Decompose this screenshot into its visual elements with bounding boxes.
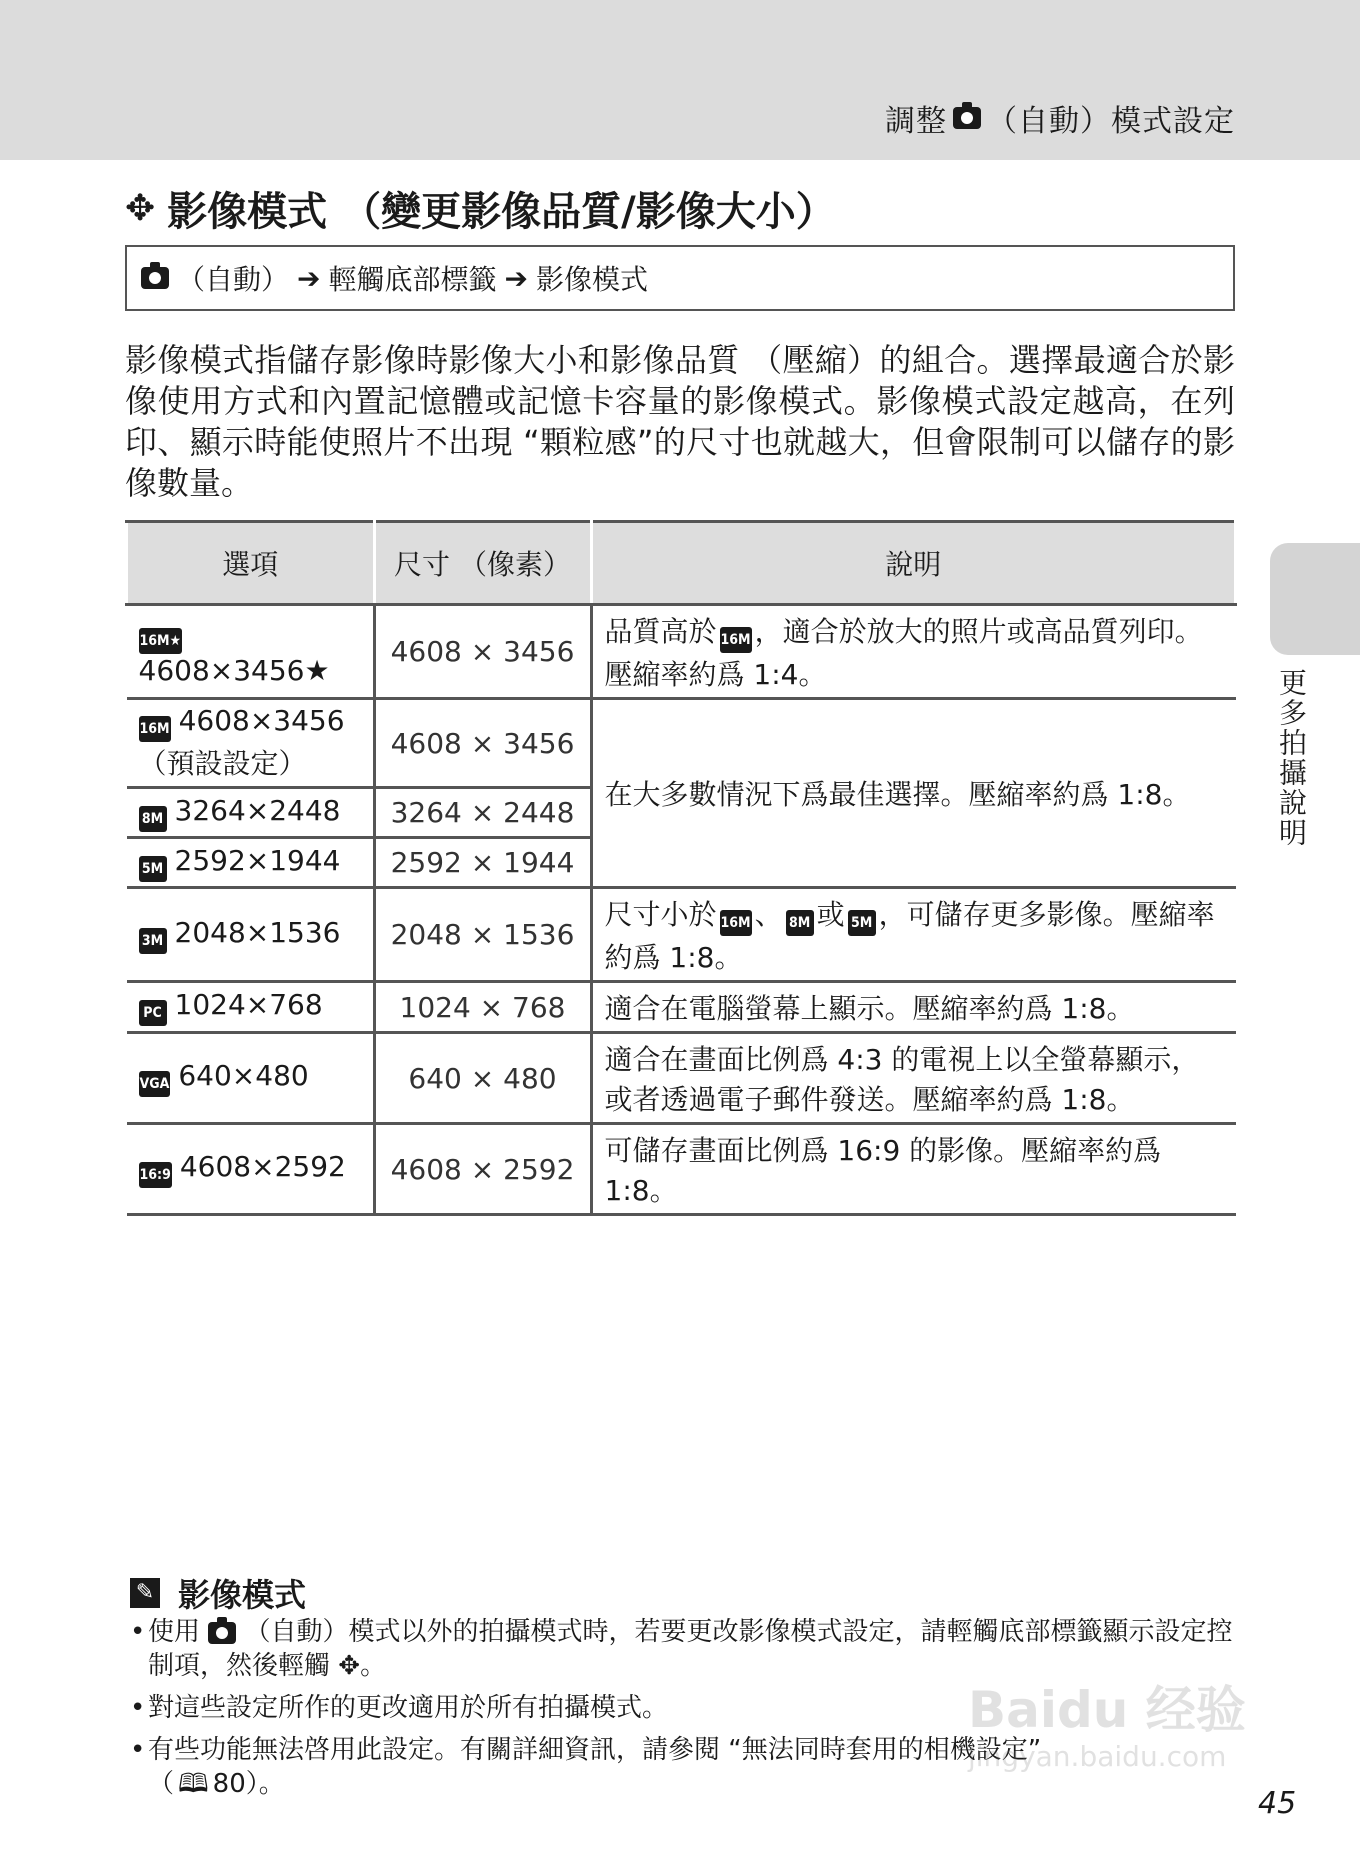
- mode-5m-icon: 5M: [848, 910, 876, 936]
- camera-auto-icon: [141, 267, 169, 289]
- mode-3m-icon: 3M: [139, 928, 167, 954]
- size-cell: 4608 × 2592: [374, 1124, 591, 1215]
- option-cell: [127, 982, 375, 1033]
- mode-8m-icon: 8M: [139, 806, 167, 832]
- arrow-right-icon: ➔: [504, 261, 528, 295]
- tip-text: 有些功能無法啓用此設定。有關詳細資訊，請參閱 “無法同時套用的相機設定”: [148, 1735, 1042, 1765]
- list-item: [130, 1615, 1235, 1683]
- intro-text: 影像模式指儲存影像時影像大小和影像品質 （壓縮）的組合。選擇最適合於影像使用方式和內置記憶體或記憶卡容量的影像模式。影像模式設定越高，在列印、顯示時能使照片不出現 “顆粒感”的尺寸也就越大，但會限制可以儲存的影像數量。: [125, 341, 1235, 502]
- option-cell: [127, 699, 375, 788]
- header-prefix: 調整: [885, 104, 947, 139]
- size-cell: 4608 × 3456: [374, 605, 591, 699]
- description-cell: 可儲存畫面比例爲 16:9 的影像。壓縮率約爲 1:8。: [591, 1124, 1236, 1215]
- option-cell: [127, 888, 375, 982]
- table-row: [127, 699, 1236, 788]
- table-row: [127, 1124, 1236, 1215]
- mode-16m-star-icon: 16M★: [139, 628, 182, 654]
- size-cell: 3264 × 2448: [374, 788, 591, 838]
- size-cell: 2048 × 1536: [374, 888, 591, 982]
- column-header-description: 說明: [591, 522, 1236, 605]
- description-text: 尺寸小於: [604, 898, 717, 931]
- watermark-brand: Baidu 经验: [968, 1681, 1246, 1739]
- size-cell: 2592 × 1944: [374, 838, 591, 888]
- mode-pc-icon: PC: [139, 1000, 167, 1026]
- mode-5m-icon: 5M: [139, 856, 167, 882]
- description-cell: [591, 888, 1236, 982]
- book-reference-icon: 🕮: [178, 1769, 209, 1799]
- side-section-label: 更多拍攝說明: [1275, 668, 1308, 848]
- option-cell: [127, 1033, 375, 1124]
- description-cell: 適合在電腦螢幕上顯示。壓縮率約爲 1:8。: [591, 982, 1236, 1033]
- option-label: 4608×3456★: [138, 654, 330, 687]
- option-label: 3264×2448: [174, 793, 341, 827]
- table-row: [127, 888, 1236, 982]
- size-cell: 4608 × 3456: [374, 699, 591, 788]
- table-header-row: [127, 522, 1236, 605]
- header-suffix: （自動）模式設定: [987, 104, 1235, 139]
- menu-path-step-2: 影像模式: [535, 263, 648, 296]
- description-cell: [591, 605, 1236, 699]
- image-mode-icon: ✥: [338, 1651, 361, 1681]
- description-cell-group: 在大多數情況下爲最佳選擇。壓縮率約爲 1:8。: [591, 699, 1236, 888]
- page-title: [125, 180, 836, 237]
- tip-text: （自動）模式以外的拍攝模式時，若要更改影像模式設定，請輕觸底部標籤顯示設定控制項，然後輕觸: [148, 1617, 1233, 1681]
- tip-heading-text: 影像模式: [178, 1576, 307, 1614]
- image-mode-icon: ✥: [125, 188, 156, 229]
- camera-auto-icon: [953, 107, 981, 129]
- description-text: ，可儲存更多影像。壓縮率約爲 1:8。: [604, 898, 1215, 974]
- option-label: 2048×1536: [174, 915, 341, 949]
- description-text: 或: [816, 898, 845, 931]
- option-cell: [127, 1124, 375, 1215]
- option-note: （預設設定）: [138, 747, 307, 780]
- option-cell: [127, 838, 375, 888]
- intro-paragraph: [125, 340, 1235, 504]
- baidu-watermark: [968, 1680, 1268, 1830]
- table-row: [127, 605, 1236, 699]
- table-row: [127, 1033, 1236, 1124]
- camera-auto-icon: [208, 1622, 236, 1644]
- mode-16m-icon: 16M: [720, 627, 752, 653]
- description-cell: 適合在畫面比例爲 4:3 的電視上以全螢幕顯示，或者透過電子郵件發送。壓縮率約爲 1:8。: [591, 1033, 1236, 1124]
- size-cell: 640 × 480: [374, 1033, 591, 1124]
- watermark-url: jingyan.baidu.com: [968, 1740, 1227, 1773]
- section-tab-marker: [1270, 543, 1360, 655]
- page-reference[interactable]: 80: [212, 1769, 246, 1799]
- tip-text: （: [148, 1769, 175, 1799]
- tip-text: 使用: [148, 1617, 201, 1647]
- description-text: 品質高於: [604, 615, 717, 648]
- image-mode-table: [125, 520, 1237, 1216]
- pencil-note-icon: ✎: [130, 1578, 160, 1608]
- option-label: 2592×1944: [174, 843, 341, 877]
- option-cell: [127, 605, 375, 699]
- mode-16m-icon: 16M: [139, 716, 171, 742]
- tip-heading: [130, 1570, 306, 1616]
- page-title-text: 影像模式 （變更影像品質/影像大小）: [167, 189, 836, 235]
- tip-text: 對這些設定所作的更改適用於所有拍攝模式。: [148, 1693, 669, 1723]
- option-cell: [127, 788, 375, 838]
- tip-text: ）。: [245, 1769, 285, 1799]
- description-text: 、: [754, 898, 783, 931]
- mode-16-9-icon: 16:9: [139, 1162, 172, 1188]
- page-number: 45: [1258, 1786, 1297, 1821]
- description-text: ，適合於放大的照片或高品質列印。壓縮率約爲 1:4。: [604, 615, 1203, 691]
- menu-path: [125, 245, 1235, 311]
- menu-path-auto: （自動）: [177, 263, 290, 296]
- column-header-option: 選項: [127, 522, 375, 605]
- option-label: 4608×2592: [179, 1150, 346, 1183]
- option-label: 4608×3456: [178, 704, 345, 737]
- column-header-size: 尺寸 （像素）: [374, 522, 591, 605]
- table-row: [127, 982, 1236, 1033]
- mode-16m-icon: 16M: [720, 910, 752, 936]
- menu-path-step-1: 輕觸底部標籤: [328, 263, 497, 296]
- size-cell: 1024 × 768: [374, 982, 591, 1033]
- mode-8m-icon: 8M: [786, 910, 814, 936]
- option-label: 1024×768: [174, 988, 323, 1021]
- running-header: [885, 96, 1235, 140]
- arrow-right-icon: ➔: [297, 261, 321, 295]
- tip-text: 。: [360, 1651, 387, 1681]
- mode-vga-icon: VGA: [139, 1071, 171, 1097]
- option-label: 640×480: [178, 1059, 309, 1092]
